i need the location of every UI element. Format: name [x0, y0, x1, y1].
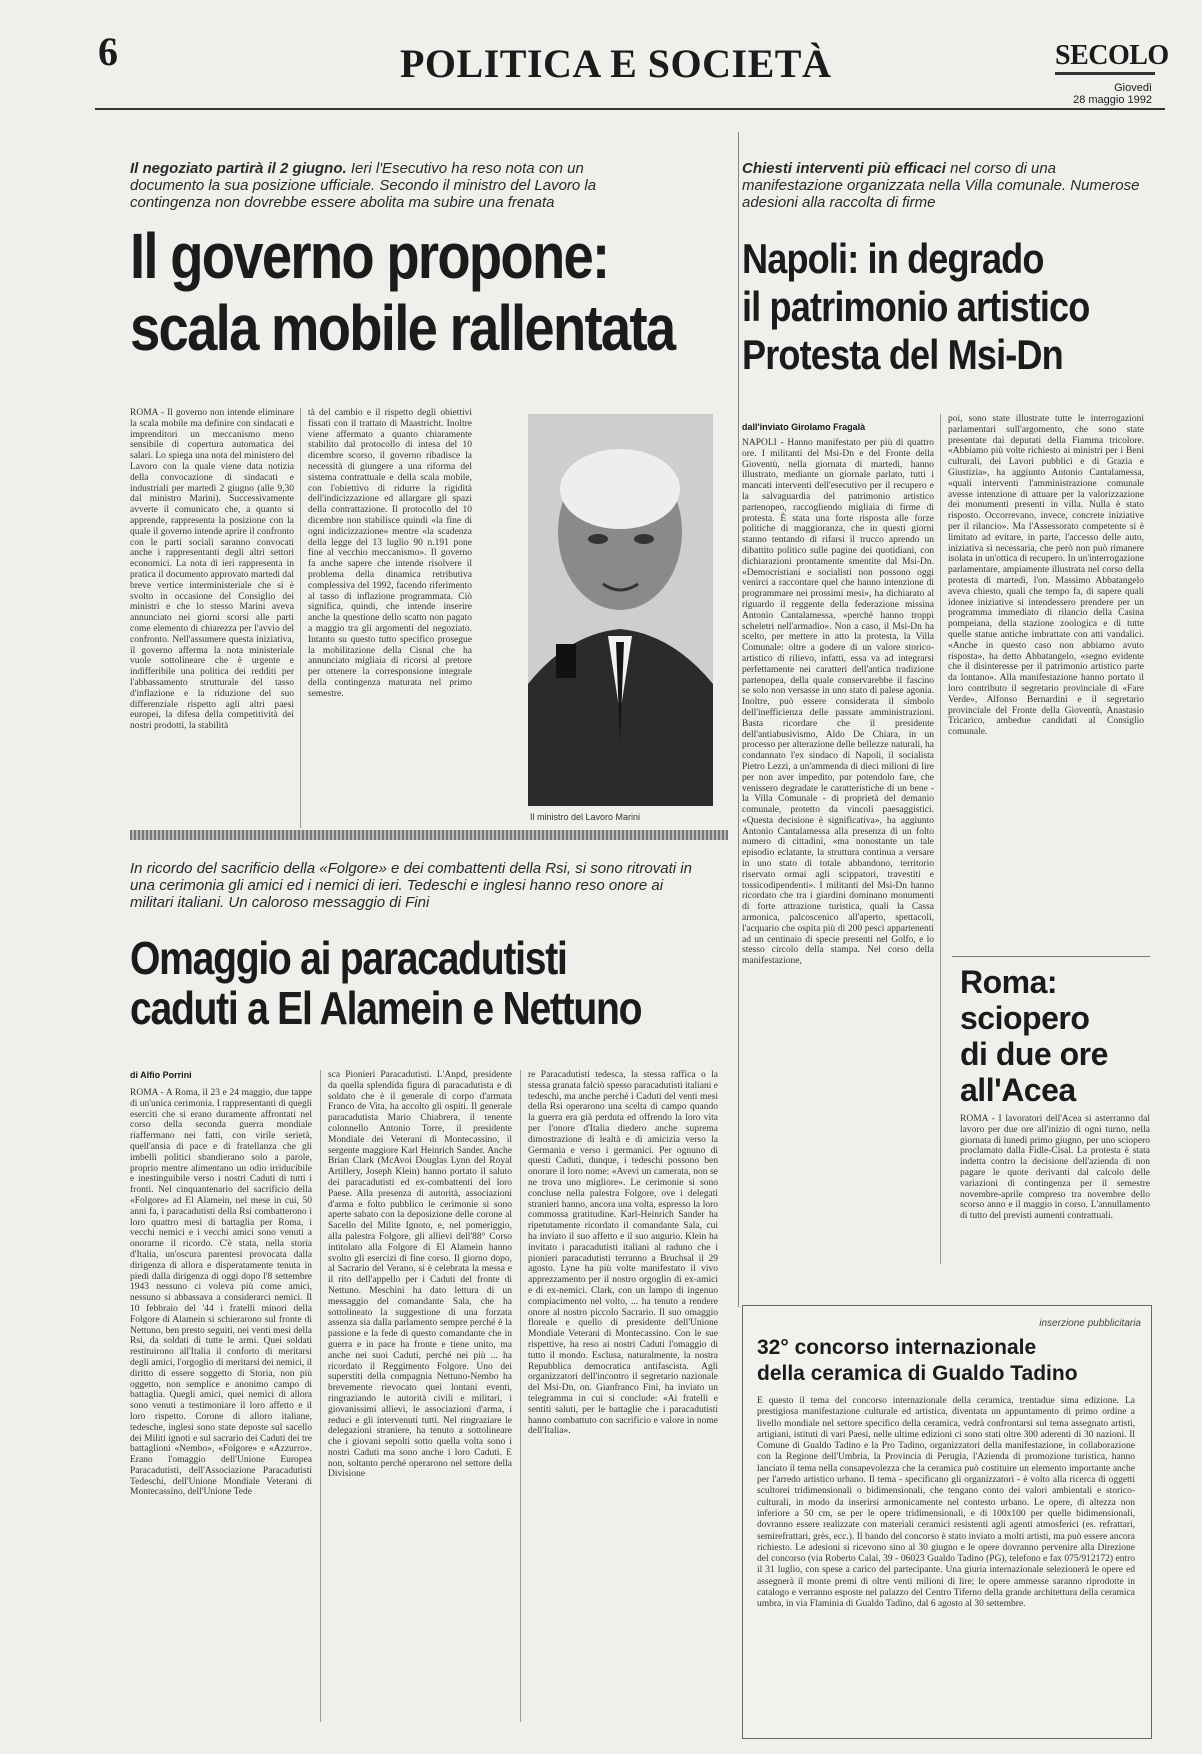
- photo-caption: Il ministro del Lavoro Marini: [530, 812, 641, 822]
- issue-weekday: Giovedì: [1114, 82, 1152, 94]
- article-governo-headline-2: scala mobile rallentata: [130, 292, 675, 364]
- article-paracadutisti: [130, 848, 730, 1738]
- ad-tag: inserzione pubblicitaria: [1039, 1318, 1141, 1329]
- article-paracadutisti-kicker: In ricordo del sacrificio della «Folgore» e dei combattenti della Rsi, si sono ritrovati in una cerimonia gli amici ed i nemici di ieri. Tedeschi e inglesi hanno reso onore ai militari italiani. Un caloroso messaggio di Fini: [130, 860, 692, 911]
- header-rule: [95, 108, 1165, 110]
- article-governo-column-2: tà del cambio e il rispetto degli obiettivi fissati con il trattato di Maastricht. Inoltre viene affermato a quanto chiaramente stabilito dal protocollo di intesa del 10 dicembre scorso, il governo ribadisce la necessità di giungere a una riforma del sistema contrattuale e della scala mobile, con l'obiettivo di ridurre la rigidità dell'indicizzazione ed allargare gli spazi della contrattazione. Il protocollo del 10 dicembre non stabilisce quindi «la fine di ogni indicizzazione» mentre «la scadenza della legge del 13 luglio 90 n.191 pone fine al vecchio meccanismo». Il governo fa anche sapere che intende risolvere il problema della dinamica retributiva complessiva del 1992, facendo riferimento al tasso di inflazione programmata. Ciò significa, quindi, che intende inserire anche la questione dello scatto non pagato a maggio tra gli argomenti del negoziato. Intanto su questo tutto specifico prosegue la mobilitazione della Cisnal che ha annunciato migliaia di ricorsi al pretore per ottenere la corresponsione integrale della contingenza maturata nel primo semestre.: [308, 408, 472, 699]
- column-divider: [320, 1070, 321, 1722]
- article-acea-rule: [952, 956, 1150, 957]
- page-number: 6: [98, 29, 118, 74]
- article-napoli-headline-3: Protesta del Msi-Dn: [742, 331, 1063, 378]
- newspaper-logo: SECOLO: [1055, 40, 1169, 71]
- article-napoli-kicker-bold: Chiesti interventi più efficaci: [742, 160, 946, 177]
- article-napoli-kicker-text: nel corso di una manifestazione organizzata nella Villa comunale. Numerose adesioni alla raccolta di firme: [742, 160, 1140, 211]
- article-napoli-headline-2: il patrimonio artistico: [742, 283, 1090, 330]
- advertisement-ceramica: [742, 1305, 1152, 1739]
- section-title: POLITICA E SOCIETÀ: [400, 41, 832, 86]
- article-paracadutisti-column-2: sca Pionieri Paracadutisti. L'Anpd, presidente da quella splendida figura di paracadutista e di soldato che è il generale di corpo d'armata Franco de Vita, ha accolto gli ospiti. Il generale paracadutista Mario Chiabrera, il tenente colonnello Antonio Torre, il presidente Mondiale dei Veterani di Montecassino, il sergente maggiore Karl Heinrich Sander. Anche Brian Clark (McAvoi Douglas Lynn del Royal Artillery, Joseph Klein) hanno portato il saluto dei paracadutisti ed ex-combattenti del loro Paese. Alla presenza di autorità, associazioni d'arma e folto pubblico le cerimonie si sono aperte sabato con la deposizione delle corone al Sacello del Milite Ignoto, e, nel pomeriggio, alla palestra Folgore, gli allievi dell'88° Corso intitolato alla Folgore di El Alamein hanno svolto gli esercizi di fine corso. Il giorno dopo, al Sacrario del Verano, si è celebrata la messa e il rito dell'appello per i Caduti del fronte di Nettuno. Meschini ha dato lettura di un messaggio del comandante Sala, che ha sottolineato la suggestione di una forzata assenza sia dalla parlamento sempre perché è la passione e la fede di questo comandante che in guerra e in pace ha fronte e tiene unito, ma anche nei suoi Caduti, perché nei più ... ha ricordato il Reggimento Folgore. Uno dei superstiti della compagnia Nettuno-Nembo ha brevemente rievocato quei lontani eventi, ringraziando le autorità civili e militari, i giovanissimi allievi, le associazioni d'arma, i reduci e gli intervenuti tutti. Nel ringraziare le delegazioni straniere, ha tenuto a sottolineare che i giovani sepolti sotto quella volta sono i nostri Caduti ma sono anche i loro Caduti. E non, soltanto perché operarono nel settore della Divisione: [328, 1070, 512, 1480]
- photo-minister-marini: [528, 414, 713, 806]
- article-acea-headline-1: Roma:: [960, 964, 1058, 1000]
- article-napoli-headline-1: Napoli: in degrado: [742, 235, 1044, 282]
- article-paracadutisti-headline-1: Omaggio ai paracadutisti: [130, 932, 567, 984]
- issue-date-text: 28 maggio 1992: [1073, 94, 1152, 106]
- logo-underline: [1055, 72, 1155, 75]
- article-paracadutisti-headline-2: caduti a El Alamein e Nettuno: [130, 982, 642, 1034]
- article-governo-kicker: [130, 160, 650, 211]
- article-napoli-byline: dall'inviato Girolamo Fragalà: [742, 422, 866, 432]
- article-divider: [130, 830, 728, 840]
- column-divider: [940, 414, 941, 1264]
- ad-title-2: della ceramica di Gualdo Tadino: [757, 1362, 1078, 1385]
- article-acea-body: ROMA - I lavoratori dell'Acea si asterranno dal lavoro per due ore all'inizio di ogni turno, nella giornata di lunedì primo giugno, per uno sciopero proclamato dalla Fidle-Cisal. La protesta è stata indetta contro la decisione dell'azienda di non pagare le quote derivanti dal calcolo delle variazioni di contingenza per il semestre novembre-aprile compreso tra novembre dello scorso anno e il maggio in corso. L'annullamento di tutto del previsti aumenti contrattuali.: [960, 1114, 1150, 1222]
- article-napoli-column-2: poi, sono state illustrate tutte le interrogazioni parlamentari sull'argomento, che sono state presentate dai deputati della Fiamma tricolore. «Abbiamo più volte richiesto ai ministri per i Beni culturali, dei Lavori pubblici e di Grazia e Giustizia», ha aggiunto Antonio Cantalamessa, «quali interventi l'amministrazione comunale avesse intenzione di attuare per la valorizzazione dei monumenti presenti in villa. Nulla è stato risposto. Occorrevano, invece, concrete iniziative per il rilancio». Ma l'Assessorato competente si è limitato ad evitare, in parte, l'accesso delle auto, iniziativa sì necessaria, che però non può rimanere isolata in un'ottica di recupero. In un'interrogazione parlamentare, ampiamente illustrata nel corso della protesta di martedì, l'on. Massimo Abbatangelo aveva chiesto, quali che tempo fa, di sapere quali idonee iniziative si intendessero prendere per un programma immediato di rilancio della Casina pompeiana, della stazione zoologica e di tutte quelle statue antiche imbrattate con atti vandalici. «Anche in questo caso non abbiamo avuto risposta», ha detto Abbatangelo, «segno evidente che il disinteresse per il patrimonio artistico parte da lontano». Alla manifestazione hanno portato il loro contributo il segretario provinciale di «Fare Verde», Alfonso Bernardini e il segretario provinciale del Fronte della Gioventù, Anastasio Tricarico, ambedue candidati al Consiglio comunale.: [948, 414, 1144, 738]
- article-napoli-kicker: [742, 160, 1142, 211]
- issue-date: [1068, 82, 1152, 106]
- article-acea-headline-2: sciopero: [960, 1000, 1090, 1036]
- article-acea-headline-3: di due ore: [960, 1036, 1108, 1072]
- portrait-photo: [528, 414, 713, 806]
- column-divider: [520, 1070, 521, 1722]
- ad-body: È questo il tema del concorso internazionale della ceramica, trentadue sima edizione. La prestigiosa manifestazione culturale ed artistica, diventata un appuntamento di primo ordine a livello mondiale nel settore specifico della ceramica, vedrà confrontarsi sul tema assegnato artisti, artigiani, istituti di vari Paesi, nelle ultime edizioni ci sono stati oltre 300 aderenti di 30 nazioni. Il Comune di Gualdo Tadino e la Pro Tadino, organizzatori della manifestazione, in collaborazione con la Regione dell'Umbria, la Provincia di Perugia, l'Azienda di promozione turistica, hanno lanciato il tema nella consapevolezza che la ceramica può costituire un elemento importante anche per l'arredo artistico urbano. Il tema - specificano gli organizzatori - è volto alla ricerca di oggetti scultorei tridimensionali o bidimensionali, che tengano conto dei valori ambientali e storico-culturali, in modo da inserirsi armonicamente nel contesto urbano. Le opere, di altezza non inferiore a 50 cm, se per le opere tridimensionali, e di 100x100 per quelle bidimensionali, dovranno essere realizzate con materiali ceramici resistenti agli agenti atmosferici (es. refrattari, semirefrattari, grès, ecc.). Il bando del concorso è stato inviato a molti artisti, ma può essere ancora richiesto. Le adesioni si ricevono sino al 30 giugno e le opere dovranno pervenire alla Direzione del concorso (via Roberto Calai, 39 - 06023 Gualdo Tadino (PG), telefono e fax 075/912172) entro il 31 luglio, con spese a carico del partecipante. Una giuria internazionale selezionerà le opere ed assegnerà il monte premi di oltre venti milioni di lire; le opere ammesse saranno riprodotte in catalogo e verranno esposte nel palazzo del Centro Tiferno della grande architettura della ceramica umbra, in via Flaminia di Gualdo Tadino, dal 6 agosto al 30 settembre.: [757, 1396, 1135, 1610]
- article-acea: [952, 956, 1152, 1296]
- article-governo-headline-1: Il governo propone:: [130, 220, 609, 292]
- column-divider: [300, 408, 301, 828]
- article-governo-column-1: ROMA - Il governo non intende eliminare la scala mobile ma definire con sindacati e imprenditori un meccanismo meno sensibile di copertura automatica dei salari. Lo spiega una nota del ministero del Lavoro con la quale viene data notizia della convocazione di sindacati e industriali per martedì 2 giugno (alle 9,30 dal ministro Marini). Successivamente avverte il comunicato che, a quanto si apprende, rappresenta la posizione con la quale il governo intende aprire il confronto con le parti sociali saranno convocati anche i rappresentanti degli altri settori economici. La nota di ieri rappresenta in pratica il documento approvato martedì dal breve vertice interministeriale che si è svolto in occasione del Consiglio dei ministri e che lo stesso Marini aveva annunciato nei giorni scorsi alle parti come elemento di chiarezza per l'avvio del confronto. Nell'assumere questa iniziativa, il governo afferma la nota ministeriale vuole sottolineare che è urgente e indifferibile una politica dei redditi per l'abbassamento strutturale del tasso d'inflazione e la riduzione del suo differenziale rispetto agli altri paesi europei, la difesa della competitività dei nostri prodotti, la stabilità: [130, 408, 294, 732]
- article-napoli-column-1: NAPOLI - Hanno manifestato per più di quattro ore. I militanti del Msi-Dn e del Fronte della Gioventù, nella giornata di martedì, hanno illustrato, mediante un giornale parlato, tutti i mancati interventi dell'esecutivo per il recupero e la salvaguardia del patrimonio artistico partenopeo, raccogliendo migliaia di firme di protesta. È stata una forte risposta alle forze politiche di maggioranza, che in questi giorni stanno tentando di rifarsi il trucco aprendo un dibattito politico sulle pagine dei quotidiani, con dichiarazioni prontamente smentite dal Msi-Dn. «Democristiani e socialisti non possono oggi venirci a raccontare quel che hanno intenzione di programmare nei prossimi mesi», ha dichiarato al riguardo il reggente della federazione missina Antonio Cantalamessa, «perché hanno troppi scheletri nell'armadio». Non a caso, il Msi-Dn ha scelto, per mettere in atto la protesta, la Villa Comunale: oltre a godere di un valore storico-artistico di rilievo, infatti, essa va ad integrarsi perfettamente nei caratteri dell'antica tradizione partenopea, della quale conservarebbe il fascino se solo non versasse in uno stato di palese agonia. Inoltre, può essere considerata il simbolo dell'inefficienza delle passate amministrazioni. Basta ricordare che il presidente dell'antiabusivismo, Aldo De Chiara, in un processo per alterazione delle bellezze naturali, ha condannato l'ex sindaco di Napoli, il socialista Pietro Lezzi, a un'ammenda di dieci milioni di lire per non aver impedito, pur potendolo fare, che venissero degradate le caratteristiche di un bene - la Villa Comunale - di proprietà del demanio comunale, protetto da vincoli paesaggistici. «Questa decisione è significativa», ha aggiunto Antonio Cantalamessa alla presenza di un folto numero di cittadini, «ma nonostante un tale episodio eclatante, la struttura continua a versare in uno stato di totale abbandono, territorio riservato ormai agli scippatori, travestiti e tossicodipendenti». I militanti del Msi-Dn hanno ricordato che tra i giardini dominano monumenti di forte attrazione turistica, quali la Cassa armonica, palcoscenico all'aperto, spettacoli, l'acquario che ospita più di 200 pesci appartenenti ad un centinaio di specie presenti nel Golfo, e lo stesso circolo della stampa. Nel corso della manifestazione,: [742, 438, 934, 967]
- article-acea-headline-4: all'Acea: [960, 1072, 1076, 1108]
- article-governo-kicker-bold: Il negoziato partirà il 2 giugno.: [130, 160, 347, 177]
- article-paracadutisti-byline: di Alfio Porrini: [130, 1070, 192, 1080]
- article-paracadutisti-column-1: ROMA - A Roma, il 23 e 24 maggio, due tappe di un'unica cerimonia. I rappresentanti di quegli eserciti che si erano duramente affrontati nel corso della seconda guerra mondiale riaffermano nei fatti, con virile serietà, quell'ansia di pace e di fratellanza che gli imbelli politici sbandierano solo a parole, proprio mentre alimentano un odio irriducibile e inestinguibile verso i nostri Caduti di tutti i fronti. Nel cinquantenario del sacrificio della «Folgore» ad El Alamein, nel mese in cui, 50 anni fa, i paracadutisti della Rsi combatterono i loro quattro mesi di battaglia per Roma, i vecchi nemici e i vecchi amici sono venuti a onorarne il ricordo. C'è stata, nella storia d'Italia, un'oscura parentesi provocata dalla dirigenza di allora e disperatamente tenuta in piedi dalla dirigenza di oggi dopo l'8 settembre 1943 nessuno ci voleva più come amici, nessuno si abbassava a considerarci nemici. Il 10 febbraio del '44 i fratelli minori della Folgore di Alamein si schierarono sul fronte di Nettuno, ben presto seguiti, nei venti mesi della Rsi, da soldati di tutte le armi. Quei soldati restituirono all'Italia il conforto di meritarsi degli amici, l'orgoglio di meritarsi dei nemici, il diritto di essere soggetto di Storia, non più oggetto, non semplice e anonimo campo di battaglia. Quegli amici, quei nemici di allora sono venuti a testimoniare il loro affetto e il loro rispetto. Corone di alloro italiane, tedesche, inglesi sono state deposte sul sacello dei Militi ignoti e sul sacrario dei Caduti dei tre battaglioni «Nembo», «Folgore» e «Azzurro». Erano l'omaggio dell'Unione Europea Paracadutisti, dell'Associazione Paracadutisti Tedeschi, dell'Unione Mondiale Veterani di Montecassino, dell'Unione Tede: [130, 1088, 312, 1498]
- article-paracadutisti-column-3: re Paracadutisti tedesca, la stessa raffica o la stessa granata falciò spesso paracadutisti italiani e tedeschi, ma anche perché i Caduti del venti mesi della Rsi operarono una scelta di campo quando la guerra era già perduta ed offrendo la loro vita per l'onore d'Italia diedero anche suprema dimostrazione di lealtà e di amicizia verso la Germania e verso i germanici. Per ognuno di questi Caduti, dunque, i tedeschi possono ben onorare il loro nome: «Avevi un camerata, non se ne trova uno migliore». Le cerimonie si sono concluse nella palestra Folgore, ove i delegati stranieri hanno, ancora una volta, espresso la loro commossa gratitudine. Karl-Heinrich Sander ha ripetutamente ricordato il comandante Sala, cui ha inviato il suo affetto e il suo augurio. Klein ha invitato i paracadutisti italiani al raduno che i pionieri paracadutisti terranno a Bruchsal il 29 agosto. Lyne ha più volte manifestato il vivo apprezzamento per il nostro orgoglio di ex-amici e di ex-nemici. Clark, con un lampo di ingenuo compiacimento nel volto, ... ha tenuto a rendere onore al nostro piccolo Sacrario. Il suo omaggio floreale e quello di presidente dell'Unione Mondiale Veterani di Montecassino. Con le sue rispettive, ha reso ai nostri Caduti l'omaggio di tutto il mondo. Esclusa, naturalmente, la nostra Repubblica democratica antifascista. Agli organizzatori dell'incontro il segretario nazionale del Msi-Dn, on. Gianfranco Fini, ha inviato un telegramma in cui si conclude: «Ai fratelli e sentiti saluti, per le battaglie che i paracadutisti hanno combattuto con sacrificio e valore in nome dell'Italia».: [528, 1070, 718, 1437]
- article-governo-kicker-text: Ieri l'Esecutivo ha reso nota con un documento la sua posizione ufficiale. Secondo il ministro del Lavoro la contingenza non dovrebbe essere abolita ma subire una frenata: [130, 160, 597, 211]
- ad-title-1: 32° concorso internazionale: [757, 1336, 1037, 1359]
- article-governo: [130, 132, 725, 832]
- right-column-divider: [738, 132, 739, 1307]
